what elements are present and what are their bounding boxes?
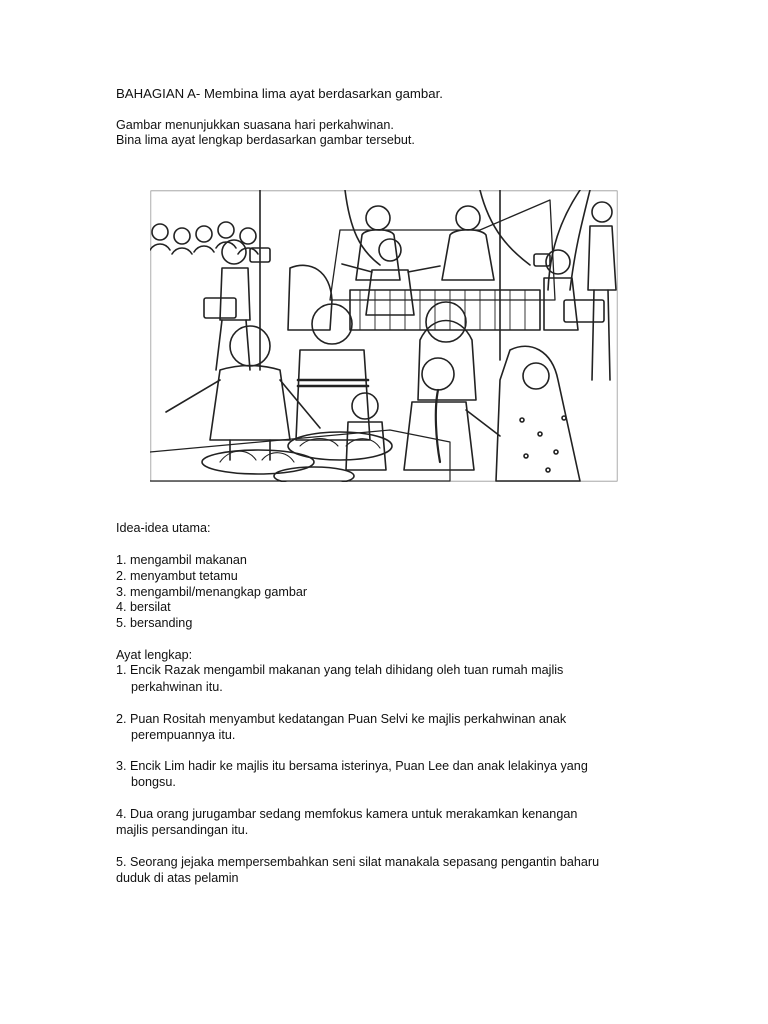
wedding-illustration xyxy=(150,190,618,482)
sentence-4-line-2: majlis persandingan itu. xyxy=(116,823,249,837)
idea-item: 4. bersilat xyxy=(116,600,171,614)
sentence-3-line-1: 3. Encik Lim hadir ke majlis itu bersama isterinya, Puan Lee dan anak lelakinya yang xyxy=(116,759,588,773)
idea-item: 2. menyambut tetamu xyxy=(116,569,238,583)
idea-item: 5. bersanding xyxy=(116,616,193,630)
sentence-2-line-1: 2. Puan Rositah menyambut kedatangan Puan Selvi ke majlis perkahwinan anak xyxy=(116,712,567,726)
intro-line-1: Gambar menunjukkan suasana hari perkahwinan. xyxy=(116,118,394,132)
heading: BAHAGIAN A- Membina lima ayat berdasarkan gambar. xyxy=(116,86,443,101)
sentences-title: Ayat lengkap: xyxy=(116,648,193,662)
sentence-2-line-2: perempuannya itu. xyxy=(131,728,236,742)
ideas-title: Idea-idea utama: xyxy=(116,521,211,535)
sentence-3-line-2: bongsu. xyxy=(131,775,176,789)
sentence-5-line-2: duduk di atas pelamin xyxy=(116,871,239,885)
idea-item: 3. mengambil/menangkap gambar xyxy=(116,585,308,599)
idea-item: 1. mengambil makanan xyxy=(116,553,247,567)
intro-line-2: Bina lima ayat lengkap berdasarkan gambar tersebut. xyxy=(116,133,415,147)
sentence-4-line-1: 4. Dua orang jurugambar sedang memfokus kamera untuk merakamkan kenangan xyxy=(116,807,578,821)
sentence-5-line-1: 5. Seorang jejaka mempersembahkan seni silat manakala sepasang pengantin baharu xyxy=(116,855,600,869)
sentence-1-line-1: 1. Encik Razak mengambil makanan yang telah dihidang oleh tuan rumah majlis xyxy=(116,663,564,677)
sentence-1-line-2: perkahwinan itu. xyxy=(131,680,223,694)
